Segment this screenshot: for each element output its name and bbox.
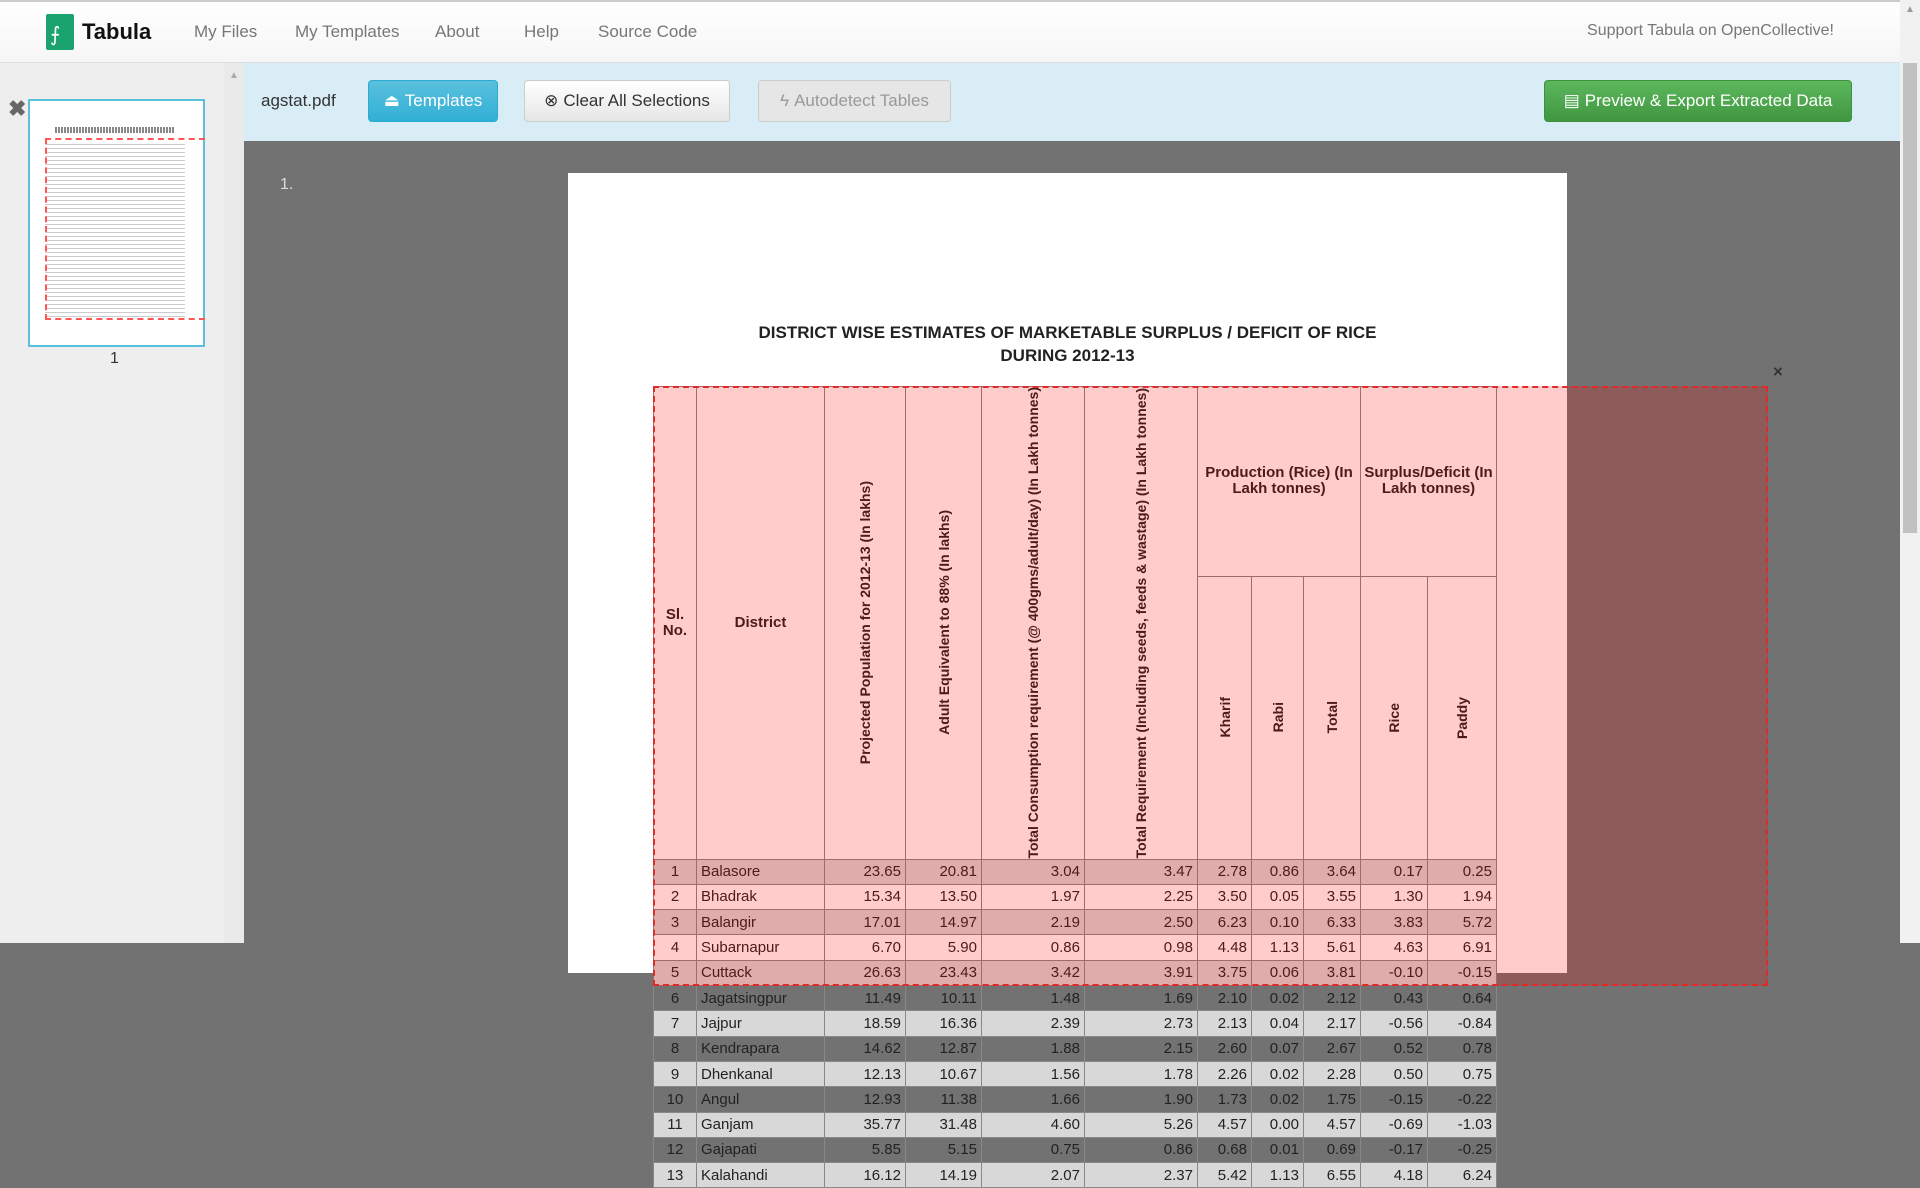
table-cell: -0.84 (1428, 1011, 1497, 1036)
table-cell: 2.25 (1085, 884, 1198, 909)
table-cell: 1.73 (1198, 1087, 1252, 1112)
table-cell: 0.69 (1304, 1137, 1361, 1162)
table-cell: Subarnapur (697, 935, 825, 960)
table-cell: 1.66 (982, 1087, 1085, 1112)
table-cell: 0.98 (1085, 935, 1198, 960)
table-cell: 0.86 (982, 935, 1085, 960)
table-row (654, 1036, 1497, 1061)
table-cell: 0.02 (1252, 1087, 1304, 1112)
table-cell: 5.26 (1085, 1112, 1198, 1137)
table-cell: Kendrapara (697, 1036, 825, 1061)
table-cell: 4.57 (1198, 1112, 1252, 1137)
table-cell: 2.60 (1198, 1036, 1252, 1061)
table-cell: 4.60 (982, 1112, 1085, 1137)
thumbnail-page-label: 1 (110, 350, 119, 367)
table-cell: 4.48 (1198, 935, 1252, 960)
table-cell: 1.97 (982, 884, 1085, 909)
table-cell: 5.61 (1304, 935, 1361, 960)
table-cell: -0.15 (1428, 960, 1497, 985)
thumbnail-selection (45, 138, 205, 320)
page-scroll-up-icon[interactable]: ▲ (1905, 4, 1915, 15)
table-cell: 2.10 (1198, 986, 1252, 1011)
brand-link[interactable] (46, 14, 151, 50)
table-cell: Kalahandi (697, 1163, 825, 1188)
table-cell: 0.00 (1252, 1112, 1304, 1137)
table-cell: 0.43 (1361, 986, 1428, 1011)
page-scrollbar-thumb[interactable] (1903, 63, 1917, 533)
table-cell: 10 (654, 1087, 697, 1112)
table-cell: 3.75 (1198, 960, 1252, 985)
table-cell: 0.06 (1252, 960, 1304, 985)
table-cell: 3.04 (982, 859, 1085, 884)
list-icon: ▤ (1563, 91, 1580, 110)
table-cell: 1.56 (982, 1061, 1085, 1086)
table-cell: 3 (654, 910, 697, 935)
table-cell: 1.13 (1252, 1163, 1304, 1188)
table-cell: Balangir (697, 910, 825, 935)
table-cell: -1.03 (1428, 1112, 1497, 1137)
upload-icon: ⏏ (383, 91, 400, 110)
document-title (568, 321, 1567, 367)
table-cell: 20.81 (906, 859, 982, 884)
header-adult-equivalent: Adult Equivalent to 88% (In lakhs) (935, 510, 952, 736)
table-row (654, 1011, 1497, 1036)
table-cell: 2.50 (1085, 910, 1198, 935)
table-cell: 5.90 (906, 935, 982, 960)
title-line-1: DISTRICT WISE ESTIMATES OF MARKETABLE SURPLUS / DEFICIT OF RICE (758, 323, 1377, 342)
table-cell: 11.38 (906, 1087, 982, 1112)
table-cell: 7 (654, 1011, 697, 1036)
table-cell: 5.85 (825, 1137, 906, 1162)
page-thumbnail[interactable] (28, 99, 205, 347)
table-cell: 3.47 (1085, 859, 1198, 884)
table-cell: 2.37 (1085, 1163, 1198, 1188)
table-cell: 0.04 (1252, 1011, 1304, 1036)
table-cell: 12.13 (825, 1061, 906, 1086)
table-cell: 0.52 (1361, 1036, 1428, 1061)
table-cell: 2.78 (1198, 859, 1252, 884)
table-cell: 23.65 (825, 859, 906, 884)
table-cell: 0.17 (1361, 859, 1428, 884)
table-cell: Dhenkanal (697, 1061, 825, 1086)
table-cell: 0.02 (1252, 1061, 1304, 1086)
table-cell: -0.25 (1428, 1137, 1497, 1162)
table-cell: 5.42 (1198, 1163, 1252, 1188)
scroll-up-arrow-icon[interactable]: ▲ (229, 70, 239, 81)
table-cell: 13.50 (906, 884, 982, 909)
table-cell: 2.13 (1198, 1011, 1252, 1036)
navbar (0, 0, 1900, 63)
table-cell: 4.57 (1304, 1112, 1361, 1137)
table-selection-area[interactable] (653, 386, 1768, 986)
table-cell: 6.70 (825, 935, 906, 960)
header-rice: Rice (1386, 702, 1402, 733)
nav-my-files[interactable]: My Files (194, 22, 258, 41)
nav-help[interactable]: Help (524, 22, 559, 41)
table-cell: Ganjam (697, 1112, 825, 1137)
table-cell: 6.23 (1198, 910, 1252, 935)
table-cell: 4.18 (1361, 1163, 1428, 1188)
preview-export-button[interactable] (1544, 80, 1852, 122)
table-cell: Balasore (697, 859, 825, 884)
table-cell: 26.63 (825, 960, 906, 985)
header-consumption: Total Consumption requirement (@ 400gms/adult/day) (In Lakh tonnes) (1025, 387, 1041, 859)
table-cell: 0.01 (1252, 1137, 1304, 1162)
clear-all-selections-button[interactable] (524, 80, 730, 122)
table-cell: 2.67 (1304, 1036, 1361, 1061)
header-production: Production (Rice) (In Lakh tonnes) (1198, 387, 1361, 577)
table-cell: 12.87 (906, 1036, 982, 1061)
table-cell: 0.68 (1198, 1137, 1252, 1162)
header-surplus: Surplus/Deficit (In Lakh tonnes) (1361, 387, 1497, 577)
table-cell: 5 (654, 960, 697, 985)
table-row (654, 1137, 1497, 1162)
filename: agstat.pdf (261, 91, 336, 110)
table-cell: 17.01 (825, 910, 906, 935)
table-cell: 14.62 (825, 1036, 906, 1061)
table-cell: 1.75 (1304, 1087, 1361, 1112)
table-cell: 9 (654, 1061, 697, 1086)
sidebar-scrollbar[interactable] (224, 63, 244, 943)
table-cell: Jajpur (697, 1011, 825, 1036)
table-cell: 2.73 (1085, 1011, 1198, 1036)
table-cell: 0.07 (1252, 1036, 1304, 1061)
tabula-logo-icon (46, 14, 74, 50)
table-cell: 1.94 (1428, 884, 1497, 909)
table-cell: -0.10 (1361, 960, 1428, 985)
table-cell: 12.93 (825, 1087, 906, 1112)
table-cell: 0.50 (1361, 1061, 1428, 1086)
table-cell: 14.97 (906, 910, 982, 935)
nav-my-templates[interactable]: My Templates (295, 22, 400, 41)
table-cell: 0.78 (1428, 1036, 1497, 1061)
table-cell: 0.86 (1252, 859, 1304, 884)
brand-name: Tabula (82, 19, 152, 44)
autodetect-label: Autodetect Tables (794, 91, 929, 110)
table-cell: 2.39 (982, 1011, 1085, 1036)
selection-close-icon[interactable]: × (1773, 362, 1783, 381)
header-rabi: Rabi (1269, 702, 1286, 733)
table-cell: 1.13 (1252, 935, 1304, 960)
table-cell: 2 (654, 884, 697, 909)
autodetect-tables-button[interactable] (758, 80, 951, 122)
table-cell: 12 (654, 1137, 697, 1162)
header-kharif: Kharif (1216, 697, 1233, 738)
table-cell: -0.17 (1361, 1137, 1428, 1162)
table-cell: 14.19 (906, 1163, 982, 1188)
table-cell: 8 (654, 1036, 697, 1061)
table-cell: Jagatsingpur (697, 986, 825, 1011)
table-cell: 1.30 (1361, 884, 1428, 909)
table-cell: 3.55 (1304, 884, 1361, 909)
page-number: 1. (280, 176, 294, 193)
header-sl: Sl. No. (654, 387, 697, 860)
thumbnail-title (55, 127, 175, 133)
header-paddy: Paddy (1454, 696, 1470, 739)
table-cell: 2.17 (1304, 1011, 1361, 1036)
flash-icon: ϟ (780, 91, 790, 110)
table-cell: 3.81 (1304, 960, 1361, 985)
header-population: Projected Population for 2012-13 (In lakhs) (857, 481, 873, 765)
table-cell: 1 (654, 859, 697, 884)
table-cell: 2.07 (982, 1163, 1085, 1188)
table-cell: 11 (654, 1112, 697, 1137)
table-cell: 0.02 (1252, 986, 1304, 1011)
table-cell: 6.24 (1428, 1163, 1497, 1188)
table-cell: 1.78 (1085, 1061, 1198, 1086)
table-cell: 31.48 (906, 1112, 982, 1137)
table-cell: Cuttack (697, 960, 825, 985)
table-cell: 0.75 (982, 1137, 1085, 1162)
table-cell: 0.10 (1252, 910, 1304, 935)
table-row (654, 1087, 1497, 1112)
table-cell: 1.90 (1085, 1087, 1198, 1112)
table-cell: 2.19 (982, 910, 1085, 935)
support-link[interactable]: Support Tabula on OpenCollective! (1587, 22, 1834, 39)
table-cell: 16.12 (825, 1163, 906, 1188)
table-row (654, 1112, 1497, 1137)
table-cell: 0.75 (1428, 1061, 1497, 1086)
table-cell: 0.25 (1428, 859, 1497, 884)
templates-label: Templates (404, 91, 483, 110)
table-cell: 1.88 (982, 1036, 1085, 1061)
table-cell: 4 (654, 935, 697, 960)
table-cell: 16.36 (906, 1011, 982, 1036)
preview-label: Preview & Export Extracted Data (1584, 91, 1833, 110)
nav-about[interactable]: About (435, 22, 480, 41)
templates-button[interactable] (368, 80, 498, 122)
table-cell: Bhadrak (697, 884, 825, 909)
table-cell: 3.64 (1304, 859, 1361, 884)
remove-page-icon[interactable]: ✖ (8, 96, 27, 121)
table-cell: 3.91 (1085, 960, 1198, 985)
table-cell: -0.69 (1361, 1112, 1428, 1137)
table-row (654, 1163, 1497, 1188)
table-cell: 2.28 (1304, 1061, 1361, 1086)
table-cell: 11.49 (825, 986, 906, 1011)
table-cell: 1.48 (982, 986, 1085, 1011)
table-cell: 10.67 (906, 1061, 982, 1086)
table-cell: 35.77 (825, 1112, 906, 1137)
toolbar (244, 63, 1900, 141)
table-cell: 15.34 (825, 884, 906, 909)
table-cell: 6.91 (1428, 935, 1497, 960)
table-cell: 10.11 (906, 986, 982, 1011)
table-cell: 4.63 (1361, 935, 1428, 960)
table-cell: 5.72 (1428, 910, 1497, 935)
table-cell: 23.43 (906, 960, 982, 985)
header-district: District (697, 387, 825, 860)
table-cell: 3.50 (1198, 884, 1252, 909)
table-cell: 3.42 (982, 960, 1085, 985)
table-cell: -0.22 (1428, 1087, 1497, 1112)
header-total: Total (1324, 701, 1340, 734)
table-row (654, 1061, 1497, 1086)
table-cell: 5.15 (906, 1137, 982, 1162)
table-cell: 0.86 (1085, 1137, 1198, 1162)
table-row (654, 986, 1497, 1011)
table-cell: 0.05 (1252, 884, 1304, 909)
table-cell: 6.33 (1304, 910, 1361, 935)
table-cell: 1.69 (1085, 986, 1198, 1011)
table-cell: 2.12 (1304, 986, 1361, 1011)
table-cell: Angul (697, 1087, 825, 1112)
title-line-2: DURING 2012-13 (1000, 346, 1135, 365)
nav-source-code[interactable]: Source Code (598, 22, 698, 41)
table-cell: -0.15 (1361, 1087, 1428, 1112)
table-cell: 18.59 (825, 1011, 906, 1036)
table-cell: 0.64 (1428, 986, 1497, 1011)
remove-circle-icon: ⊗ (544, 91, 559, 110)
table-cell: 13 (654, 1163, 697, 1188)
table-cell: 2.26 (1198, 1061, 1252, 1086)
table-cell: 6.55 (1304, 1163, 1361, 1188)
table-cell: 2.15 (1085, 1036, 1198, 1061)
table-cell: Gajapati (697, 1137, 825, 1162)
table-cell: -0.56 (1361, 1011, 1428, 1036)
table-cell: 6 (654, 986, 697, 1011)
clear-label: Clear All Selections (563, 91, 710, 110)
table-cell: 3.83 (1361, 910, 1428, 935)
header-requirement: Total Requirement (Including seeds, feeds & wastage) (In Lakh tonnes) (1133, 387, 1149, 858)
